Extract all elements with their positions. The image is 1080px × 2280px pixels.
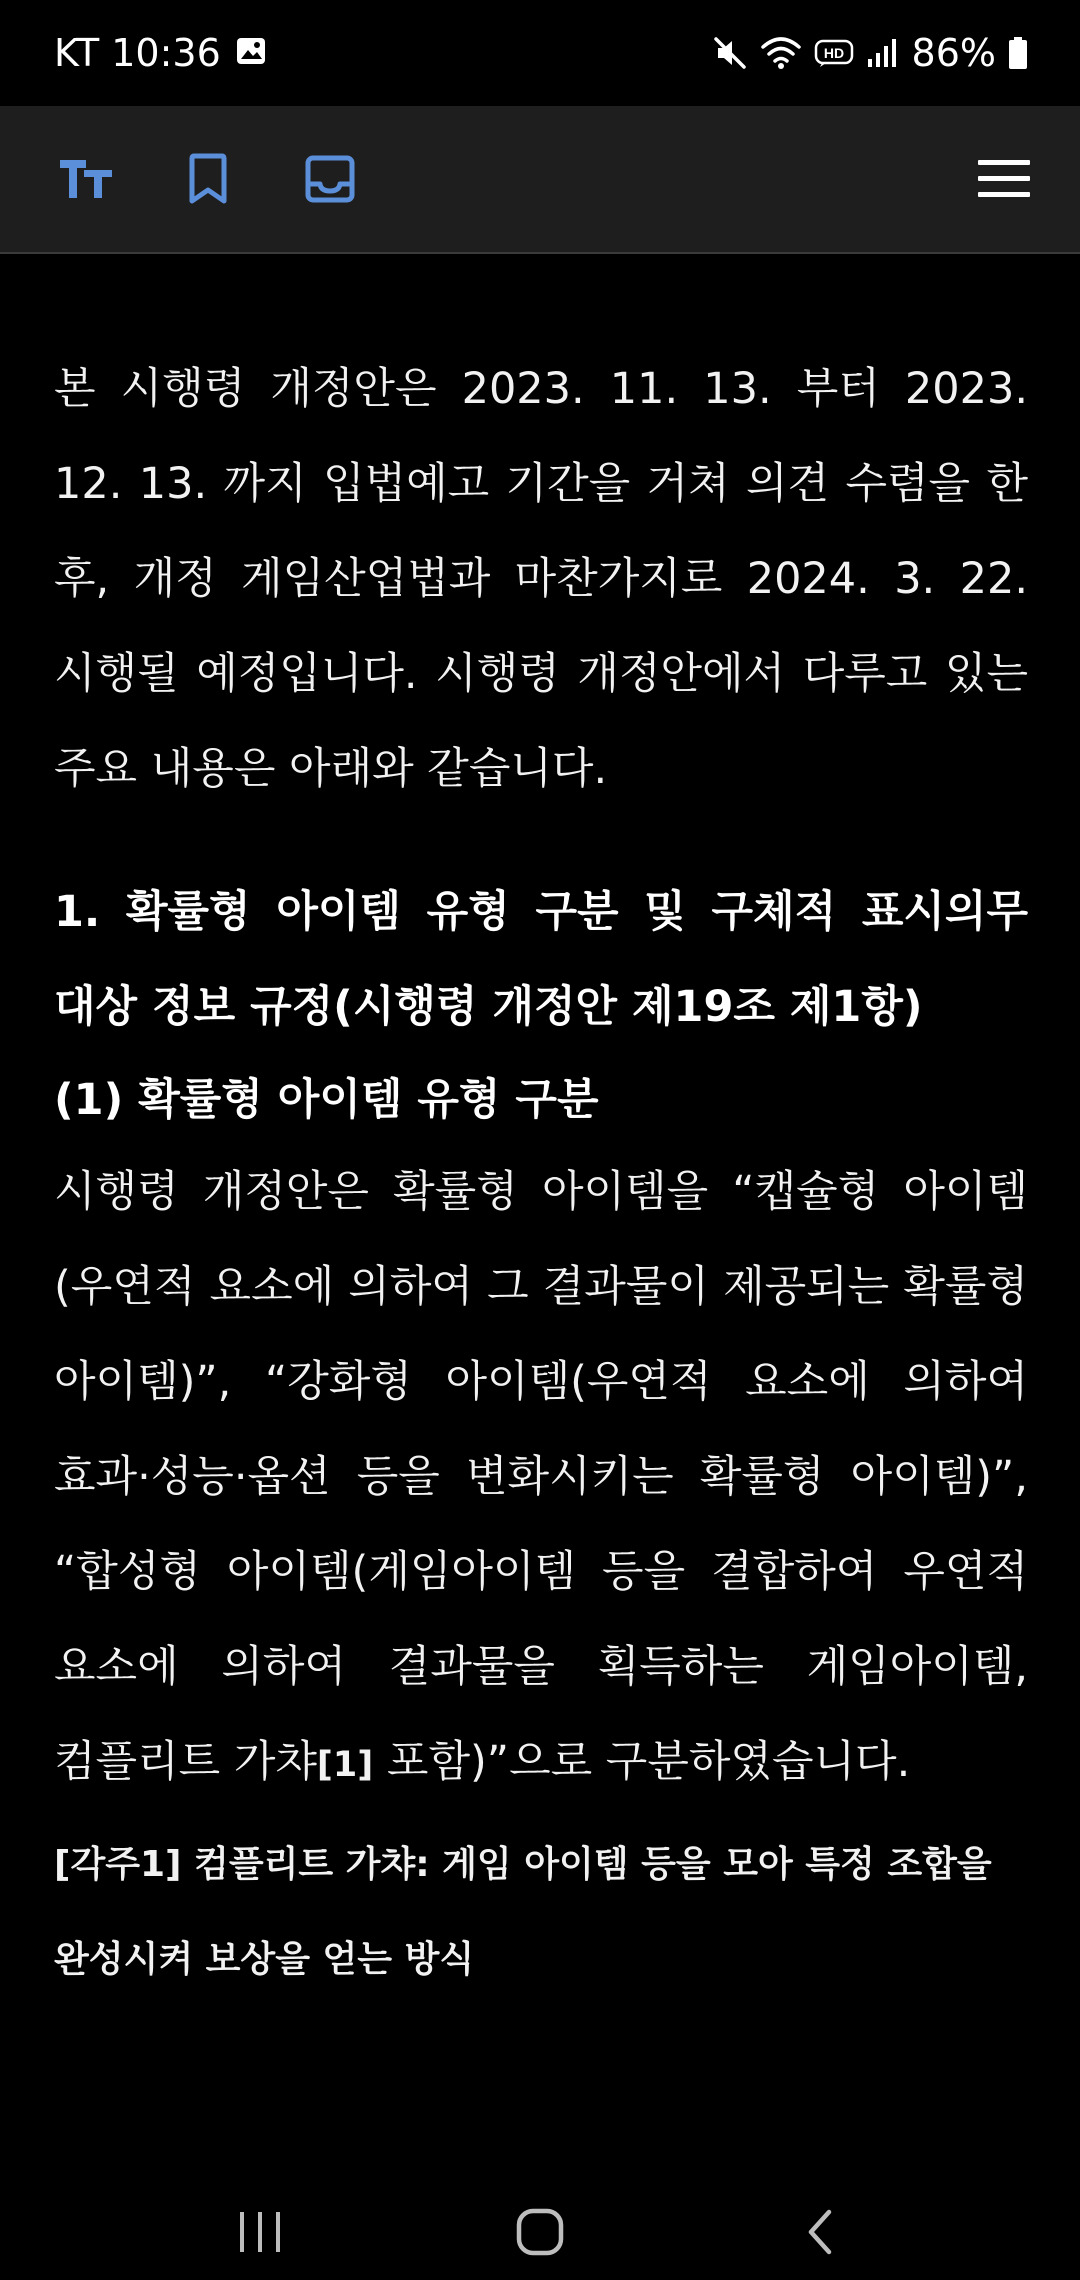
status-bar [0, 0, 1080, 106]
menu-button[interactable] [972, 149, 1036, 209]
battery-icon [1008, 36, 1028, 70]
article-content [0, 254, 1080, 2184]
body-text-after-ref: 포함)”으로 구분하였습니다. [373, 1737, 911, 1787]
text-size-icon [58, 156, 114, 202]
home-button[interactable] [495, 2197, 585, 2267]
bookmark-icon [187, 153, 229, 205]
bookmark-button[interactable] [178, 149, 238, 209]
carrier-time: KT 10:36 [54, 31, 221, 75]
reader-toolbar [0, 106, 1080, 254]
menu-icon [976, 158, 1032, 200]
body-text-before-ref: 시행령 개정안은 확률형 아이템을 “캡슐형 아이템(우연적 요소에 의하여 그 결과물이 제공되는 확률형 아이템)”, “강화형 아이템(우연적 요소에 의하여 효과·성능·옵션 등을 변화시키는 확률형 아이템)”, “합성형 아이템(게임아이템 등을 결합하여 우연적 요소에 의하여 결과물을 획득하는 게임아이템, 컴플리트 가챠 [54, 1167, 1028, 1787]
system-nav-bar [0, 2184, 1080, 2280]
back-button[interactable] [775, 2197, 865, 2267]
wifi-icon [760, 35, 802, 71]
body-paragraph [54, 1145, 1028, 1813]
mute-icon [712, 35, 748, 71]
home-icon [515, 2207, 565, 2257]
text-size-button[interactable] [56, 149, 116, 209]
svg-text:HD: HD [823, 45, 844, 61]
footnote-text: [각주1] 컴플리트 가챠: 게임 아이템 등을 모아 특정 조합을 완성시켜 보상을 얻는 방식 [54, 1844, 992, 1980]
intro-paragraph: 본 시행령 개정안은 2023. 11. 13. 부터 2023. 12. 13. 까지 입법예고 기간을 거쳐 의견 수렴을 한 후, 개정 게임산업법과 마찬가지로 2024. 3. 22. 시행될 예정입니다. 시행령 개정안에서 다루고 있는 주요 내용은 아래와 같습니다. [54, 364, 1028, 794]
sub-heading: (1) 확률형 아이템 유형 구분 [54, 1075, 599, 1125]
hd-voice-icon [814, 38, 854, 68]
status-left [54, 31, 267, 75]
footnote-ref-link[interactable]: [1] [316, 1745, 374, 1785]
toolbar-left-group [56, 149, 360, 209]
battery-percent: 86% [911, 31, 996, 75]
recent-apps-icon [236, 2210, 284, 2254]
signal-icon [866, 37, 900, 69]
back-icon [803, 2207, 837, 2257]
status-right [712, 31, 1028, 75]
inbox-icon [304, 154, 356, 204]
recent-apps-button[interactable] [215, 2197, 305, 2267]
inbox-button[interactable] [300, 149, 360, 209]
section-heading: 1. 확률형 아이템 유형 구분 및 구체적 표시의무 대상 정보 규정(시행령 개정안 제19조 제1항) [54, 887, 1028, 1032]
gallery-notification-icon [235, 31, 267, 75]
